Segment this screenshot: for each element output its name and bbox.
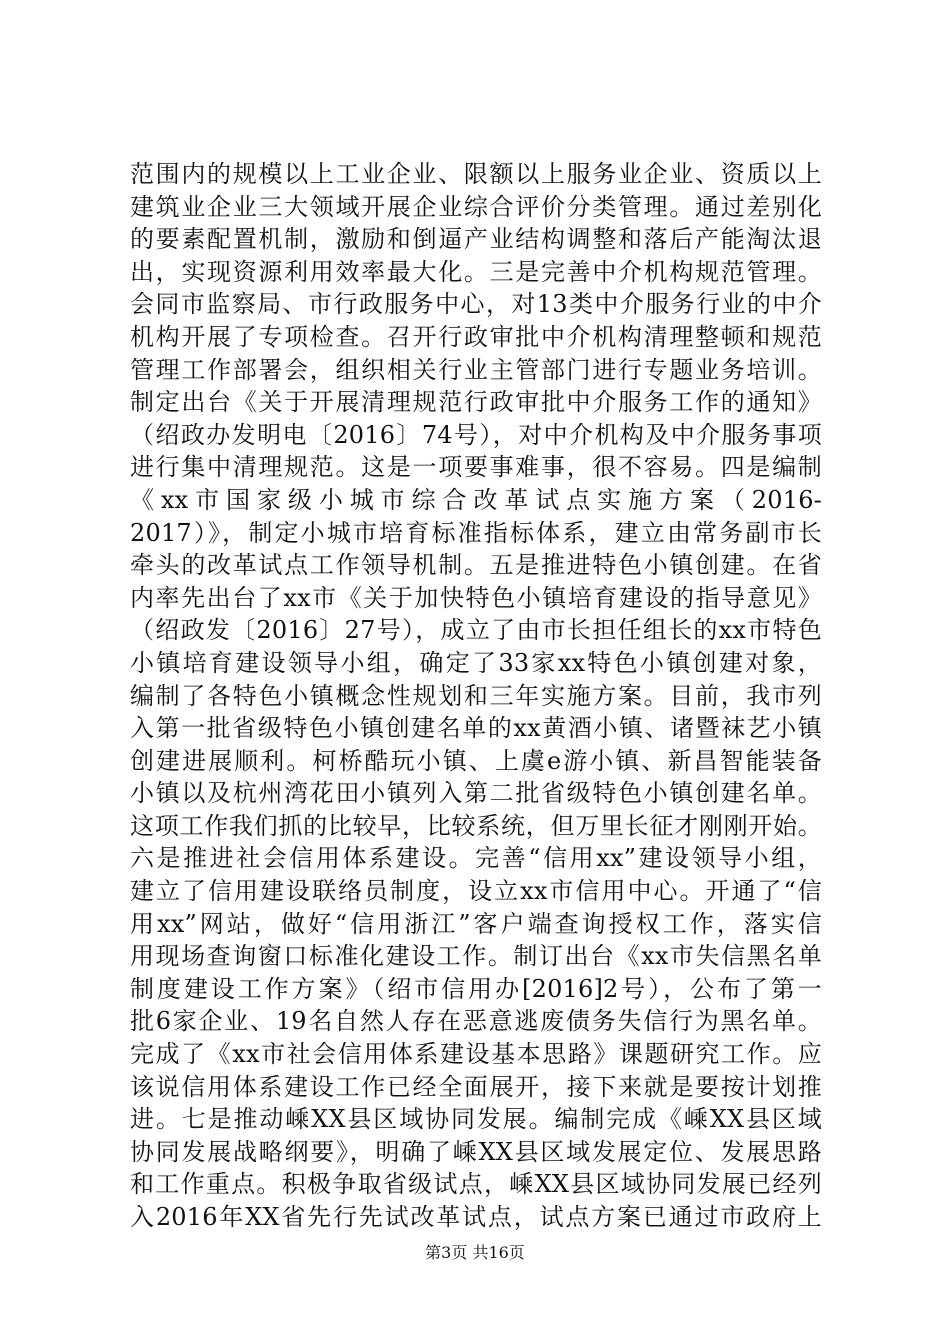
text-line: 协同发展战略纲要》，明确了嵊XX县区域发展定位、发展思路 [130, 1137, 822, 1166]
text-line: 这项工作我们抓的比较早，比较系统，但万里长征才刚刚开始。 [130, 811, 822, 840]
text-line: 小镇以及杭州湾花田小镇列入第二批省级特色小镇创建名单。 [130, 779, 822, 808]
text-line: （绍政办发明电〔2016〕74号），对中介机构及中介服务事项 [130, 420, 822, 449]
text-line: 2017）》，制定小城市培育标准指标体系，建立由常务副市长 [130, 518, 822, 547]
text-line: 编制了各特色小镇概念性规划和三年实施方案。目前，我市列 [130, 681, 822, 710]
text-line: 进。七是推动嵊XX县区域协同发展。编制完成《嵊XX县区域 [130, 1105, 822, 1134]
text-line: 范围内的规模以上工业企业、限额以上服务业企业、资质以上 [130, 160, 822, 188]
text-line: 和工作重点。积极争取省级试点，嵊XX县区域协同发展已经列 [130, 1170, 822, 1199]
text-line: 管理工作部署会，组织相关行业主管部门进行专题业务培训。 [130, 355, 822, 384]
text-line: 制度建设工作方案》（绍市信用办[2016]2号），公布了第一 [130, 974, 822, 1003]
text-line: 用xx”网站，做好“信用浙江”客户端查询授权工作，落实信 [130, 909, 822, 938]
text-line: 批6家企业、19名自然人存在恶意逃废债务失信行为黑名单。 [130, 1007, 822, 1036]
text-line: 建筑业企业三大领域开展企业综合评价分类管理。通过差别化 [130, 192, 822, 221]
text-line: 完成了《xx市社会信用体系建设基本思路》课题研究工作。应 [130, 1040, 822, 1069]
text-line: 入2016年XX省先行先试改革试点，试点方案已通过市政府上 [130, 1203, 822, 1231]
text-line: 的要素配置机制，激励和倒逼产业结构调整和落后产能淘汰退 [130, 225, 822, 254]
text-line: 牵头的改革试点工作领导机制。五是推进特色小镇创建。在省 [130, 551, 822, 580]
text-line: 入第一批省级特色小镇创建名单的xx黄酒小镇、诸暨袜艺小镇 [130, 714, 822, 743]
text-line: 出，实现资源利用效率最大化。三是完善中介机构规范管理。 [130, 257, 822, 286]
text-line: 该说信用体系建设工作已经全面展开，接下来就是要按计划推 [130, 1072, 822, 1101]
text-line: 进行集中清理规范。这是一项要事难事，很不容易。四是编制 [130, 453, 822, 482]
text-line: 创建进展顺利。柯桥酷玩小镇、上虞e游小镇、新昌智能装备 [130, 746, 822, 775]
text-line: 建立了信用建设联络员制度，设立xx市信用中心。开通了“信 [130, 877, 822, 906]
text-line: 机构开展了专项检查。召开行政审批中介机构清理整顿和规范 [130, 322, 822, 351]
text-line: （绍政发〔2016〕27号），成立了由市长担任组长的xx市特色 [130, 616, 822, 645]
page-number: 第3页 共16页 [425, 1243, 525, 1262]
body-text [130, 158, 822, 1234]
text-line: 用现场查询窗口标准化建设工作。制订出台《xx市失信黑名单 [130, 942, 822, 971]
text-line: 六是推进社会信用体系建设。完善“信用xx”建设领导小组， [130, 844, 822, 873]
text-line: 小镇培育建设领导小组，确定了33家xx特色小镇创建对象， [130, 648, 822, 677]
text-line: 制定出台《关于开展清理规范行政审批中介服务工作的通知》 [130, 388, 822, 417]
text-line: 《xx市国家级小城市综合改革试点实施方案（2016- [130, 485, 822, 514]
text-line: 会同市监察局、市行政服务中心，对13类中介服务行业的中介 [130, 290, 822, 319]
text-line: 内率先出台了xx市《关于加快特色小镇培育建设的指导意见》 [130, 583, 822, 612]
